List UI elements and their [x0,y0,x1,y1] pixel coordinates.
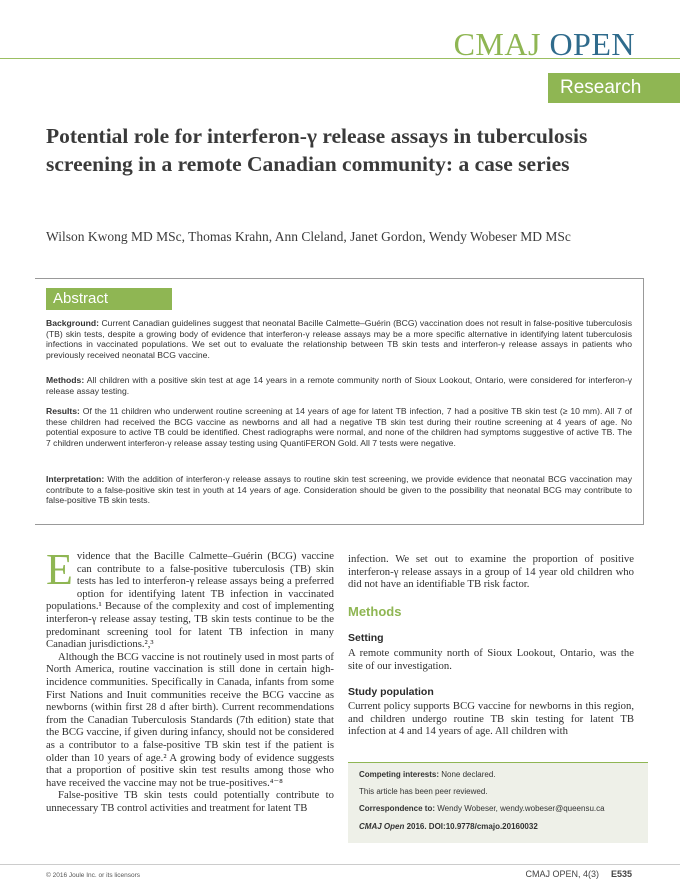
body-paragraph-2: Although the BCG vaccine is not routinely used in most parts of North America, routine vaccination is still done in certain high-incidence communities. Specifically in Canada, infants from some First Nations and Inuit communities receive the BCG vaccine as newborns (within first 28 d after birth). Current recommendations from the Canadian Tuberculosis Standards (7th edition) state that the BCG vaccine, if given during infancy, should not be considered as a contributor to a false-positive TB skin test if the patient is older than 10 years of age.² A growing body of evidence suggests that a proportion of positive skin test results among those who have received the vaccine may not be true-positives.⁴⁻⁸ [46,650,334,789]
setting-text: A remote community north of Sioux Lookout, Ontario, was the site of our investigation. [348,647,634,672]
abstract-interpretation [46,474,632,506]
abstract-methods-text: All children with a positive skin test at age 14 years in a remote community north of Sioux Lookout, Ontario, were considered for interferon-γ release assay testing. [46,375,632,396]
body-paragraph-3: False-positive TB skin tests could potentially contribute to unnecessary TB control activities and treatment for latent TB [46,789,334,814]
copyright-notice: © 2016 Joule Inc. or its licensors [46,872,141,879]
competing-interests [359,770,496,779]
competing-text: None declared. [439,770,496,779]
correspondence [359,804,605,813]
body-left-column [46,545,334,814]
peer-review-note: This article has been peer reviewed. [359,787,488,796]
brand-open: OPEN [549,26,635,62]
population-text: Current policy supports BCG vaccine for newborns in this region, and children undergo routine TB skin testing for latent TB infection at 4 and 14 years of age. All children with [348,700,634,738]
abstract-interpretation-text: With the addition of interferon-γ release assays to routine skin test screening, we provide evidence that neonatal BCG vaccination may contribute to a false-positive skin test in youth at 14 years of age. Consideration should be given to the possibility that neonatal BCG may contribute to false-positive TB skin tests. [46,474,632,506]
abstract-background-label: Background: [46,318,99,328]
drop-cap: E [46,545,73,594]
abstract-interpretation-label: Interpretation: [46,474,105,484]
footer-journal-name: CMAJ OPEN, 4(3) [525,869,599,879]
footer-journal [525,869,632,879]
population-heading: Study population [348,686,434,698]
abstract-results-text: Of the 11 children who underwent routine screening at 14 years of age for latent TB infection, 7 had a positive TB skin test (≥ 10 mm). All 7 of these children had received the BCG vaccine as newborns and all had a negative TB skin test during their routine screening at 4 years of age. No potential exposure to active TB could be identified. Chest radiographs were normal, and none of the children had symptoms suggestive of active TB. The 7 children underwent interferon-γ release assay testing using QuantiFERON Gold. All 7 tests were negative. [46,406,632,449]
citation-journal: CMAJ Open [359,822,405,831]
setting-heading: Setting [348,632,384,644]
abstract-methods [46,375,632,396]
abstract-background [46,318,632,361]
body-right-paragraph: infection. We set out to examine the proportion of positive interferon-γ release assays in a group of 14 year old children who did not have an identifiable TB risk factor. [348,553,634,591]
correspondence-label: Correspondence to: [359,804,436,813]
section-tab: Research [548,73,680,103]
citation [359,822,538,831]
author-list: Wilson Kwong MD MSc, Thomas Krahn, Ann Cleland, Janet Gordon, Wendy Wobeser MD MSc [46,229,571,244]
abstract-results [46,406,632,449]
article-title: Potential role for interferon-γ release assays in tuberculosis screening in a remote Canadian community: a case series [46,124,588,176]
brand-cmaj: CMAJ [453,26,541,62]
methods-heading: Methods [348,604,402,619]
correspondence-text: Wendy Wobeser, wendy.wobeser@queensu.ca [435,804,605,813]
journal-brand [454,26,635,63]
abstract-heading: Abstract [46,288,172,310]
abstract-methods-label: Methods: [46,375,85,385]
abstract-results-label: Results: [46,406,80,416]
body-paragraph-1 [46,545,334,651]
citation-text: 2016. DOI:10.9778/cmajo.20160032 [404,822,538,831]
page-number: E535 [610,869,632,879]
abstract-background-text: Current Canadian guidelines suggest that neonatal Bacille Calmette–Guérin (BCG) vaccination does not result in false-positive tuberculosis (TB) skin tests, despite a growing body of evidence that interferon-γ release assays may be a more specific alternative in identifying latent tuberculosis infections in vaccinated populations. We set out to evaluate the relationship between TB skin tests and interferon-γ release assays in patients who previously received neonatal BCG vaccine. [46,318,632,361]
body-paragraph-1-text: vidence that the Bacille Calmette–Guérin (BCG) vaccine can contribute to a false-positive tuberculosis (TB) skin tests has led to interferon-γ release assays being a preferred option for identifying latent TB infection in vaccinated populations.¹ Because of the complexity and cost of implementing interferon-γ release assay testing, TB skin tests continue to be the predominant screening tool for latent TB infection in many Canadian jurisdictions.²,³ [46,550,334,651]
footer-rule [0,864,680,865]
competing-label: Competing interests: [359,770,440,779]
